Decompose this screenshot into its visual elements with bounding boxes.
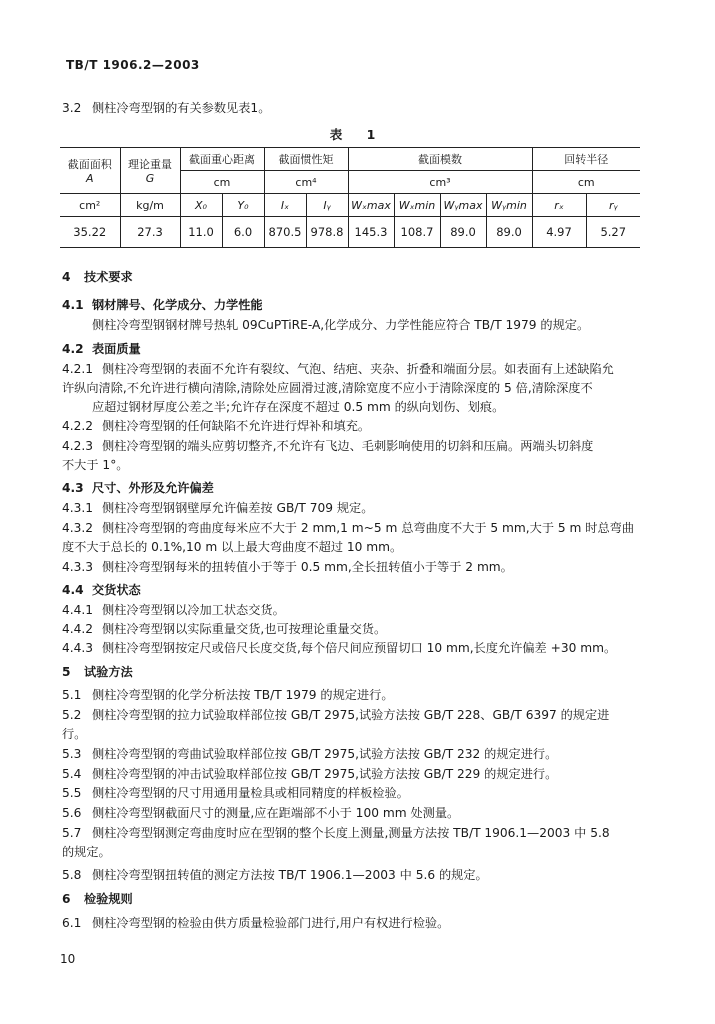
clause-text: 行。 bbox=[62, 727, 87, 741]
clause-number: 4.4.3 bbox=[62, 641, 94, 655]
clause-number: 4.4.1 bbox=[62, 603, 94, 617]
table-cell: 35.22 bbox=[60, 217, 120, 248]
text-line bbox=[62, 826, 610, 840]
table-cell: 978.8 bbox=[306, 217, 348, 248]
clause-number: 4.3.3 bbox=[62, 560, 94, 574]
th-inertia: 截面惯性矩 bbox=[264, 148, 348, 171]
sym-iy: Iᵧ bbox=[306, 194, 348, 217]
clause-text: 侧柱冷弯型钢测定弯曲度时应在型钢的整个长度上测量,测量方法按 TB/T 1906.1—2003 中 5.8 bbox=[92, 826, 610, 840]
sym-rx: rₓ bbox=[532, 194, 586, 217]
clause-number: 5.5 bbox=[62, 786, 82, 800]
clause-number: 5.2 bbox=[62, 708, 82, 722]
table-cell: 27.3 bbox=[120, 217, 180, 248]
unit-area: cm² bbox=[60, 194, 120, 217]
clause-text: 钢材牌号、化学成分、力学性能 bbox=[92, 298, 263, 312]
text-line bbox=[62, 708, 609, 722]
clause-number: 5.4 bbox=[62, 767, 82, 781]
clause-text: 不大于 1°。 bbox=[62, 458, 129, 472]
sym-wymax: Wᵧmax bbox=[440, 194, 486, 217]
unit-weight: kg/m bbox=[120, 194, 180, 217]
text-line bbox=[62, 439, 593, 453]
clause-number: 5 bbox=[62, 665, 71, 679]
clause-text: 侧柱冷弯型钢以实际重量交货,也可按理论重量交货。 bbox=[102, 622, 387, 636]
clause-number: 4 bbox=[62, 270, 71, 284]
th-modulus: 截面模数 bbox=[348, 148, 532, 171]
table-cell: 108.7 bbox=[394, 217, 440, 248]
sym-y0: Y₀ bbox=[222, 194, 264, 217]
clause-text: 侧柱冷弯型钢的任何缺陷不允许进行焊补和填充。 bbox=[102, 419, 371, 433]
table-header-row bbox=[60, 148, 640, 171]
text-line bbox=[62, 603, 285, 617]
clause-number: 5.3 bbox=[62, 747, 82, 761]
th-area: 截面面积 A bbox=[60, 148, 120, 194]
clause-number: 4.1 bbox=[62, 298, 84, 312]
text-line bbox=[62, 501, 373, 515]
text-line bbox=[62, 641, 616, 655]
clause-text: 尺寸、外形及允许偏差 bbox=[92, 481, 214, 495]
clause-text: 技术要求 bbox=[84, 270, 133, 284]
clause-number: 6.1 bbox=[62, 916, 82, 930]
clause-number: 5.8 bbox=[62, 868, 82, 882]
clause-number: 4.3 bbox=[62, 481, 84, 495]
table-cell: 870.5 bbox=[264, 217, 306, 248]
clause-text: 侧柱冷弯型钢的冲击试验取样部位按 GB/T 2975,试验方法按 GB/T 229 的规定进行。 bbox=[92, 767, 558, 781]
clause-3-2 bbox=[62, 101, 270, 115]
text-line bbox=[62, 540, 402, 554]
table-row bbox=[60, 217, 640, 248]
clause-text: 侧柱冷弯型钢的尺寸用通用量检具或相同精度的样板检验。 bbox=[92, 786, 409, 800]
clause-number: 5.6 bbox=[62, 806, 82, 820]
text-line bbox=[62, 747, 557, 761]
clause-text: 许纵向清除,不允许进行横向清除,清除处应圆滑过渡,清除宽度不应小于清除深度的 5 倍,清除深度不 bbox=[62, 381, 593, 395]
unit-centroid: cm bbox=[180, 171, 264, 194]
sym-wxmin: Wₓmin bbox=[394, 194, 440, 217]
parameter-table bbox=[60, 147, 640, 248]
clause-text: 试验方法 bbox=[84, 665, 133, 679]
th-centroid: 截面重心距离 bbox=[180, 148, 264, 171]
clause-number: 4.3.2 bbox=[62, 521, 94, 535]
sym-x0: X₀ bbox=[180, 194, 222, 217]
clause-text: 侧柱冷弯型钢截面尺寸的测量,应在距端部不小于 100 mm 处测量。 bbox=[92, 806, 460, 820]
th-weight: 理论重量 G bbox=[120, 148, 180, 194]
unit-gyration: cm bbox=[532, 171, 640, 194]
text-line bbox=[62, 767, 557, 781]
clause-number: 4.4 bbox=[62, 583, 84, 597]
table-cell: 89.0 bbox=[486, 217, 532, 248]
clause-text: 侧柱冷弯型钢的弯曲试验取样部位按 GB/T 2975,试验方法按 GB/T 232 的规定进行。 bbox=[92, 747, 558, 761]
table-symbol-row bbox=[60, 194, 640, 217]
sym-ix: Iₓ bbox=[264, 194, 306, 217]
unit-modulus: cm³ bbox=[348, 171, 532, 194]
clause-text: 应超过钢材厚度公差之半;允许存在深度不超过 0.5 mm 的纵向划伤、划痕。 bbox=[92, 400, 505, 414]
clause-number: 5.1 bbox=[62, 688, 82, 702]
clause-number: 4.2 bbox=[62, 342, 84, 356]
table-cell: 89.0 bbox=[440, 217, 486, 248]
text-line bbox=[62, 481, 214, 495]
text-line bbox=[92, 318, 589, 332]
clause-text: 侧柱冷弯型钢的弯曲度每米应不大于 2 mm,1 m~5 m 总弯曲度不大于 5 mm,大于 5 m 时总弯曲 bbox=[102, 521, 635, 535]
text-line bbox=[62, 270, 133, 284]
th-gyration: 回转半径 bbox=[532, 148, 640, 171]
clause-text: 侧柱冷弯型钢扭转值的测定方法按 TB/T 1906.1—2003 中 5.6 的规定。 bbox=[92, 868, 488, 882]
table-cell: 6.0 bbox=[222, 217, 264, 248]
sym-wxmax: Wₓmax bbox=[348, 194, 394, 217]
page-number: 10 bbox=[60, 952, 76, 966]
clause-text: 侧柱冷弯型钢的检验由供方质量检验部门进行,用户有权进行检验。 bbox=[92, 916, 450, 930]
text-line bbox=[92, 400, 504, 414]
text-line bbox=[62, 622, 386, 636]
table-caption: 表 1 bbox=[329, 127, 386, 142]
text-line bbox=[62, 560, 513, 574]
clause-number: 4.2.3 bbox=[62, 439, 94, 453]
clause-number: 6 bbox=[62, 892, 71, 906]
clause-number: 4.4.2 bbox=[62, 622, 94, 636]
clause-number: 4.2.1 bbox=[62, 362, 94, 376]
table-cell: 4.97 bbox=[532, 217, 586, 248]
text-line bbox=[62, 583, 141, 597]
clause-number: 3.2 bbox=[62, 101, 82, 115]
text-line bbox=[62, 806, 459, 820]
text-line bbox=[62, 362, 614, 376]
text-line bbox=[62, 665, 133, 679]
clause-text: 侧柱冷弯型钢以冷加工状态交货。 bbox=[102, 603, 285, 617]
clause-text: 表面质量 bbox=[92, 342, 141, 356]
sym-ry: rᵧ bbox=[586, 194, 640, 217]
clause-text: 侧柱冷弯型钢每米的扭转值小于等于 0.5 mm,全长扭转值小于等于 2 mm。 bbox=[102, 560, 513, 574]
text-line bbox=[62, 868, 488, 882]
unit-inertia: cm⁴ bbox=[264, 171, 348, 194]
clause-number: 4.3.1 bbox=[62, 501, 94, 515]
sym-wymin: Wᵧmin bbox=[486, 194, 532, 217]
text-line bbox=[62, 458, 128, 472]
clause-number: 4.2.2 bbox=[62, 419, 94, 433]
table-cell: 5.27 bbox=[586, 217, 640, 248]
clause-text: 侧柱冷弯型钢的表面不允许有裂纹、气泡、结疤、夹杂、折叠和端面分层。如表面有上述缺陷允 bbox=[102, 362, 614, 376]
clause-text: 侧柱冷弯型钢的端头应剪切整齐,不允许有飞边、毛刺影响使用的切斜和压扁。两端头切斜度 bbox=[102, 439, 594, 453]
text-line bbox=[62, 688, 394, 702]
text-line bbox=[62, 786, 409, 800]
clause-text: 侧柱冷弯型钢的有关参数见表1。 bbox=[92, 101, 271, 115]
clause-text: 的规定。 bbox=[62, 845, 111, 859]
clause-number: 5.7 bbox=[62, 826, 82, 840]
clause-text: 检验规则 bbox=[84, 892, 133, 906]
standard-code-header: TB/T 1906.2—2003 bbox=[66, 58, 200, 72]
clause-text: 侧柱冷弯型钢钢壁厚允许偏差按 GB/T 709 规定。 bbox=[102, 501, 374, 515]
clause-text: 侧柱冷弯型钢的拉力试验取样部位按 GB/T 2975,试验方法按 GB/T 228、GB/T 6397 的规定进 bbox=[92, 708, 610, 722]
clause-text: 度不大于总长的 0.1%,10 m 以上最大弯曲度不超过 10 mm。 bbox=[62, 540, 403, 554]
clause-text: 侧柱冷弯型钢的化学分析法按 TB/T 1979 的规定进行。 bbox=[92, 688, 394, 702]
text-line bbox=[62, 521, 634, 535]
text-line bbox=[62, 727, 86, 741]
table-cell: 11.0 bbox=[180, 217, 222, 248]
text-line bbox=[62, 342, 141, 356]
text-line bbox=[62, 298, 263, 312]
clause-text: 交货状态 bbox=[92, 583, 141, 597]
text-line bbox=[62, 419, 370, 433]
table-cell: 145.3 bbox=[348, 217, 394, 248]
clause-text: 侧柱冷弯型钢按定尺或倍尺长度交货,每个倍尺间应预留切口 10 mm,长度允许偏差 +30 mm。 bbox=[102, 641, 617, 655]
text-line bbox=[62, 381, 593, 395]
clause-text: 侧柱冷弯型钢钢材牌号热轧 09CuPTiRE-A,化学成分、力学性能应符合 TB/T 1979 的规定。 bbox=[92, 318, 590, 332]
text-line bbox=[62, 892, 133, 906]
text-line bbox=[62, 916, 449, 930]
text-line bbox=[62, 845, 111, 859]
